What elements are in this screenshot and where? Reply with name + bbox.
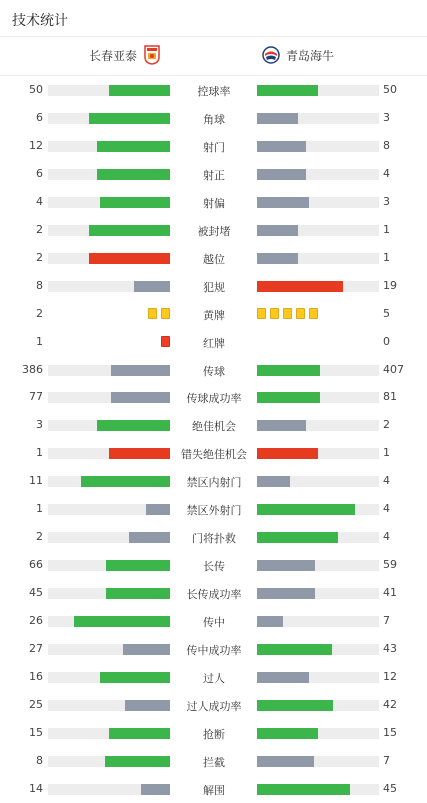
away-bar-fill [257,365,320,376]
away-bar-fill [257,672,309,683]
home-value: 2 [36,306,43,320]
away-bar-track [257,588,379,599]
away-bar-fill [257,169,306,180]
stat-label: 门将扑救 [192,532,236,546]
home-value: 6 [36,110,43,124]
stat-label: 射正 [203,168,225,182]
home-value: 27 [29,642,43,655]
home-value: 77 [29,390,43,404]
home-bar-track [48,197,170,208]
home-bar-fill [123,644,170,655]
page-title: 技术统计 [12,13,68,29]
away-bar-track [257,448,379,459]
away-value: 41 [383,586,397,600]
home-value: 2 [36,250,43,264]
teams-bar [0,37,427,76]
away-value: 7 [383,753,390,767]
stat-label: 传中 [203,616,225,630]
away-bar-track [257,700,379,711]
away-bar-fill [257,504,355,515]
away-value: 7 [383,614,390,628]
away-bar-track [257,728,379,739]
away-bar-fill [257,616,283,627]
stat-label: 过人 [203,671,225,685]
away-bar-track [257,197,379,208]
red-card-icon [161,336,170,347]
away-value: 12 [383,669,397,683]
away-value: 1 [383,250,390,264]
home-bar-track [48,588,170,599]
home-bar-fill [106,560,170,571]
home-bar-track [48,169,170,180]
away-bar-track [257,141,379,152]
home-bar-fill [141,784,170,795]
stat-label: 错失绝佳机会 [181,448,247,462]
away-value: 3 [383,110,390,124]
changchun-yatai-crest-icon [143,45,161,65]
home-bar-fill [81,476,170,487]
away-bar-track [257,532,379,543]
home-value: 11 [29,474,43,488]
stats-header [0,0,427,37]
stat-row [0,188,427,216]
away-value: 59 [383,558,397,572]
home-bar-fill [125,700,171,711]
stat-label: 传中成功率 [186,644,242,657]
away-bar-fill [257,560,315,571]
stat-row [0,551,427,579]
home-bar-fill [89,113,170,124]
home-bar-track [48,644,170,655]
stat-label: 长传 [203,560,225,574]
stat-label: 射偏 [203,196,225,210]
away-bar-track [257,476,379,487]
away-value: 1 [383,222,390,236]
stat-row [0,467,427,495]
home-bar-track [48,728,170,739]
away-bar-fill [257,253,298,264]
home-value: 2 [36,222,43,236]
home-value: 3 [36,418,43,432]
stat-label: 角球 [203,112,225,126]
stat-label: 红牌 [203,336,225,350]
away-value: 15 [383,725,397,739]
home-bar-fill [109,448,170,459]
stat-label: 过人成功率 [186,699,242,713]
away-value: 4 [383,474,390,488]
home-value: 2 [36,530,43,544]
away-value: 42 [383,697,397,711]
home-bar-fill [106,588,170,599]
stat-row [0,328,427,356]
stat-row [0,132,427,160]
home-bar-track [48,672,170,683]
away-bar-fill [257,448,318,459]
home-cards [148,308,170,319]
home-bar-track [48,365,170,376]
stat-row [0,244,427,272]
yellow-card-icon [309,308,318,319]
stat-row [0,300,427,328]
home-bar-track [48,225,170,236]
home-bar-track [48,85,170,96]
away-value: 1 [383,446,390,460]
away-bar-track [257,281,379,292]
home-value: 8 [36,753,43,767]
home-bar-fill [134,281,170,292]
stat-row [0,76,427,104]
away-bar-track [257,616,379,627]
away-value: 407 [383,362,404,376]
stat-row [0,635,427,663]
away-bar-fill [257,476,290,487]
home-bar-track [48,392,170,403]
stat-row [0,356,427,384]
away-bar-fill [257,700,333,711]
yellow-card-icon [257,308,266,319]
away-bar-fill [257,420,306,431]
home-bar-fill [89,225,170,236]
away-bar-track [257,392,379,403]
away-bar-fill [257,756,314,767]
stat-row [0,495,427,523]
away-bar-fill [257,728,318,739]
home-bar-track [48,420,170,431]
stat-label: 绝佳机会 [192,420,236,434]
home-value: 45 [29,586,43,600]
away-value: 2 [383,418,390,432]
home-bar-fill [109,728,170,739]
stat-row [0,775,427,803]
home-bar-track [48,700,170,711]
stat-row [0,383,427,411]
stat-row [0,719,427,747]
away-bar-track [257,225,379,236]
away-value: 81 [383,390,397,404]
home-value: 12 [29,138,43,152]
home-value: 4 [36,194,43,208]
home-value: 1 [36,334,43,348]
stat-row [0,272,427,300]
stat-label: 犯规 [203,280,225,294]
away-value: 3 [383,194,390,208]
stat-row [0,523,427,551]
stat-label: 禁区外射门 [186,504,242,518]
away-bar-track [257,253,379,264]
home-bar-fill [97,169,170,180]
away-bar-track [257,113,379,124]
home-bar-fill [146,504,170,515]
home-value: 16 [29,669,43,683]
home-cards [161,336,170,347]
home-bar-fill [100,197,170,208]
away-bar-track [257,169,379,180]
stat-label: 越位 [203,252,225,266]
stat-label: 黄牌 [203,308,225,322]
home-value: 1 [36,502,43,516]
qingdao-hainiu-crest-icon [262,45,280,65]
stat-row [0,691,427,719]
away-value: 0 [383,334,390,348]
home-bar-track [48,756,170,767]
stat-label: 长传成功率 [186,588,242,602]
away-bar-fill [257,532,338,543]
away-value: 4 [383,502,390,516]
away-bar-track [257,784,379,795]
stat-label: 拦截 [203,755,225,769]
home-bar-fill [111,365,170,376]
away-bar-fill [257,225,298,236]
home-value: 26 [29,614,43,628]
stat-row [0,160,427,188]
home-bar-track [48,281,170,292]
stat-label: 传球成功率 [186,392,242,406]
yellow-card-icon [283,308,292,319]
away-bar-fill [257,85,318,96]
home-bar-fill [89,253,170,264]
home-bar-fill [111,392,170,403]
home-value: 14 [29,781,43,795]
stat-row [0,411,427,439]
home-team [89,45,167,65]
stat-label: 抢断 [203,727,225,741]
home-value: 25 [29,697,43,711]
away-value: 4 [383,530,390,544]
away-bar-track [257,365,379,376]
home-value: 6 [36,166,43,180]
yellow-card-icon [270,308,279,319]
away-bar-fill [257,784,350,795]
away-bar-fill [257,644,332,655]
home-team-name: 长春亚泰 [88,48,137,63]
stat-row [0,104,427,132]
home-bar-fill [105,756,170,767]
away-bar-fill [257,141,306,152]
home-bar-track [48,532,170,543]
away-bar-track [257,504,379,515]
home-value: 66 [29,558,43,572]
away-bar-track [257,560,379,571]
home-bar-fill [97,141,170,152]
stat-row [0,747,427,775]
away-value: 50 [383,83,397,96]
home-bar-fill [100,672,170,683]
away-team-name: 青岛海牛 [286,48,335,63]
home-bar-fill [109,85,170,96]
away-team [262,45,334,65]
stat-row [0,439,427,467]
away-cards [257,308,318,319]
home-bar-fill [129,532,170,543]
home-bar-track [48,113,170,124]
away-bar-track [257,756,379,767]
home-bar-fill [74,616,170,627]
home-bar-track [48,448,170,459]
stat-label: 解围 [203,783,225,797]
stat-row [0,663,427,691]
away-bar-fill [257,113,298,124]
home-bar-track [48,504,170,515]
stat-row [0,216,427,244]
away-value: 19 [383,278,397,292]
away-value: 8 [383,138,390,152]
home-bar-track [48,141,170,152]
home-value: 1 [36,446,43,460]
away-value: 4 [383,166,390,180]
stat-label: 禁区内射门 [186,476,242,490]
away-value: 5 [383,306,390,320]
home-value: 15 [29,725,43,739]
home-bar-track [48,560,170,571]
away-bar-fill [257,197,309,208]
away-value: 43 [383,642,397,655]
home-bar-track [48,784,170,795]
yellow-card-icon [296,308,305,319]
stat-row [0,607,427,635]
stat-row [0,579,427,607]
away-bar-track [257,420,379,431]
away-bar-track [257,644,379,655]
yellow-card-icon [161,308,170,319]
home-value: 50 [29,83,43,96]
stat-label: 被封堵 [197,224,231,238]
away-bar-fill [257,588,315,599]
yellow-card-icon [148,308,157,319]
home-bar-track [48,253,170,264]
away-bar-fill [257,392,320,403]
home-value: 386 [22,362,43,376]
away-value: 45 [383,781,397,795]
stat-label: 射门 [203,140,225,154]
home-bar-fill [97,420,170,431]
home-bar-track [48,476,170,487]
home-bar-track [48,616,170,627]
away-bar-track [257,85,379,96]
away-bar-fill [257,281,343,292]
stat-label: 传球 [203,364,225,378]
home-value: 8 [36,278,43,292]
away-bar-track [257,672,379,683]
stat-label: 控球率 [197,85,231,98]
